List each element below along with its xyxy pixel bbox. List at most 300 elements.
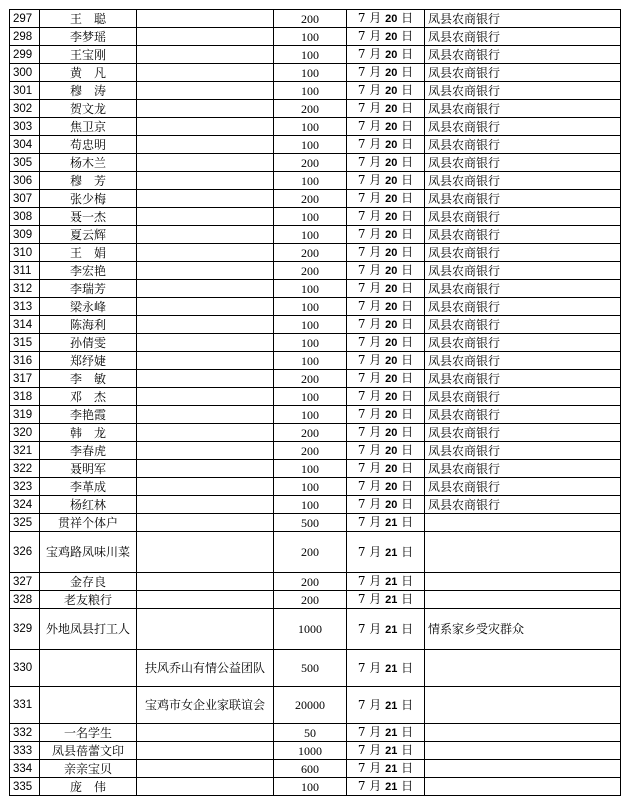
remark-cell: 凤县农商银行 [425, 478, 621, 496]
donor-unit-cell [137, 262, 274, 280]
row-number-cell: 308 [10, 208, 40, 226]
donor-name-cell: 夏云辉 [40, 226, 137, 244]
donor-name-cell: 梁永峰 [40, 298, 137, 316]
date-month: 7 月 [357, 660, 382, 675]
donor-name-cell: 王 聪 [40, 10, 137, 28]
remark-cell: 凤县农商银行 [425, 64, 621, 82]
table-row [10, 262, 621, 280]
amount-cell: 50 [274, 724, 347, 742]
date-suffix: 日 [401, 155, 414, 169]
date-month: 7 月 [357, 119, 382, 133]
date-day: 20 [385, 355, 398, 367]
date-cell [347, 10, 425, 28]
date-suffix: 日 [401, 137, 414, 151]
amount-cell: 500 [274, 514, 347, 532]
row-number-cell: 326 [10, 532, 40, 573]
date-cell [347, 778, 425, 796]
row-number-cell: 311 [10, 262, 40, 280]
date-day: 21 [385, 594, 398, 606]
amount-cell: 200 [274, 100, 347, 118]
table-row [10, 650, 621, 687]
date-day: 20 [385, 409, 398, 421]
amount-cell: 200 [274, 244, 347, 262]
date-cell [347, 573, 425, 591]
donor-unit-cell [137, 591, 274, 609]
donor-name-cell: 焦卫京 [40, 118, 137, 136]
amount-cell: 100 [274, 208, 347, 226]
date-month: 7 月 [357, 761, 382, 775]
date-cell [347, 442, 425, 460]
row-number-cell: 306 [10, 172, 40, 190]
row-number-cell: 303 [10, 118, 40, 136]
row-number-cell: 330 [10, 650, 40, 687]
table-row [10, 226, 621, 244]
donor-unit-cell [137, 280, 274, 298]
table-row [10, 609, 621, 650]
date-suffix: 日 [401, 389, 414, 403]
table-row [10, 778, 621, 796]
remark-cell: 凤县农商银行 [425, 316, 621, 334]
amount-cell: 20000 [274, 687, 347, 724]
date-day: 20 [385, 211, 398, 223]
amount-cell: 100 [274, 172, 347, 190]
amount-cell: 100 [274, 136, 347, 154]
donor-name-cell: 黄 凡 [40, 64, 137, 82]
donor-name-cell: 聂一杰 [40, 208, 137, 226]
date-month: 7 月 [357, 461, 382, 475]
date-cell [347, 226, 425, 244]
date-day: 20 [385, 301, 398, 313]
remark-cell: 凤县农商银行 [425, 496, 621, 514]
table-row [10, 406, 621, 424]
date-month: 7 月 [357, 29, 382, 43]
donor-name-cell: 金存良 [40, 573, 137, 591]
row-number-cell: 317 [10, 370, 40, 388]
donor-unit-cell [137, 532, 274, 573]
date-cell [347, 591, 425, 609]
date-day: 20 [385, 319, 398, 331]
date-month: 7 月 [357, 697, 382, 712]
date-cell [347, 352, 425, 370]
date-month: 7 月 [357, 173, 382, 187]
amount-cell: 100 [274, 352, 347, 370]
remark-cell: 凤县农商银行 [425, 406, 621, 424]
date-cell [347, 424, 425, 442]
date-month: 7 月 [357, 621, 382, 636]
donor-name-cell: 贺文龙 [40, 100, 137, 118]
remark-cell: 凤县农商银行 [425, 172, 621, 190]
date-month: 7 月 [357, 389, 382, 403]
date-day: 21 [385, 623, 398, 636]
date-day: 21 [385, 662, 398, 675]
remark-cell: 凤县农商银行 [425, 352, 621, 370]
date-cell [347, 172, 425, 190]
date-cell [347, 370, 425, 388]
table-row [10, 478, 621, 496]
date-suffix: 日 [401, 47, 414, 61]
donor-name-cell: 李艳霞 [40, 406, 137, 424]
amount-cell: 200 [274, 370, 347, 388]
donor-unit-cell [137, 609, 274, 650]
table-row [10, 687, 621, 724]
date-month: 7 月 [357, 65, 382, 79]
row-number-cell: 307 [10, 190, 40, 208]
date-month: 7 月 [357, 191, 382, 205]
amount-cell: 100 [274, 316, 347, 334]
donation-table-body [10, 10, 621, 796]
date-suffix: 日 [401, 227, 414, 241]
remark-cell [425, 514, 621, 532]
remark-cell [425, 650, 621, 687]
row-number-cell: 298 [10, 28, 40, 46]
date-day: 20 [385, 157, 398, 169]
row-number-cell: 333 [10, 742, 40, 760]
date-suffix: 日 [401, 443, 414, 457]
date-cell [347, 244, 425, 262]
row-number-cell: 324 [10, 496, 40, 514]
date-cell [347, 724, 425, 742]
table-row [10, 46, 621, 64]
date-month: 7 月 [357, 353, 382, 367]
row-number-cell: 325 [10, 514, 40, 532]
date-month: 7 月 [357, 101, 382, 115]
row-number-cell: 322 [10, 460, 40, 478]
table-row [10, 514, 621, 532]
date-month: 7 月 [357, 11, 382, 25]
date-cell [347, 298, 425, 316]
date-month: 7 月 [357, 47, 382, 61]
date-suffix: 日 [401, 263, 414, 277]
donor-unit-cell [137, 154, 274, 172]
date-day: 21 [385, 517, 398, 529]
row-number-cell: 301 [10, 82, 40, 100]
date-suffix: 日 [401, 119, 414, 133]
donor-unit-cell [137, 760, 274, 778]
date-day: 20 [385, 13, 398, 25]
date-cell [347, 742, 425, 760]
donor-unit-cell [137, 370, 274, 388]
date-month: 7 月 [357, 497, 382, 511]
row-number-cell: 327 [10, 573, 40, 591]
row-number-cell: 323 [10, 478, 40, 496]
date-day: 21 [385, 763, 398, 775]
date-day: 20 [385, 391, 398, 403]
amount-cell: 100 [274, 280, 347, 298]
date-suffix: 日 [401, 209, 414, 223]
donor-unit-cell [137, 100, 274, 118]
table-row [10, 316, 621, 334]
donor-unit-cell [137, 424, 274, 442]
table-row [10, 460, 621, 478]
row-number-cell: 310 [10, 244, 40, 262]
date-cell [347, 334, 425, 352]
date-month: 7 月 [357, 281, 382, 295]
date-suffix: 日 [401, 335, 414, 349]
donor-name-cell: 王 娟 [40, 244, 137, 262]
date-cell [347, 100, 425, 118]
date-cell [347, 208, 425, 226]
date-suffix: 日 [401, 11, 414, 25]
donor-name-cell: 庞 伟 [40, 778, 137, 796]
amount-cell: 200 [274, 442, 347, 460]
date-day: 20 [385, 481, 398, 493]
donor-unit-cell [137, 316, 274, 334]
donor-name-cell: 贯祥个体户 [40, 514, 137, 532]
row-number-cell: 319 [10, 406, 40, 424]
date-suffix: 日 [401, 497, 414, 511]
date-suffix: 日 [401, 371, 414, 385]
table-row [10, 424, 621, 442]
table-row [10, 154, 621, 172]
table-row [10, 370, 621, 388]
amount-cell: 100 [274, 82, 347, 100]
row-number-cell: 331 [10, 687, 40, 724]
date-cell [347, 82, 425, 100]
date-suffix: 日 [401, 299, 414, 313]
donor-name-cell: 穆 涛 [40, 82, 137, 100]
amount-cell: 100 [274, 496, 347, 514]
remark-cell [425, 760, 621, 778]
row-number-cell: 334 [10, 760, 40, 778]
donor-name-cell: 老友粮行 [40, 591, 137, 609]
donor-unit-cell [137, 573, 274, 591]
row-number-cell: 335 [10, 778, 40, 796]
date-day: 21 [385, 727, 398, 739]
remark-cell: 凤县农商银行 [425, 154, 621, 172]
date-day: 20 [385, 373, 398, 385]
date-month: 7 月 [357, 263, 382, 277]
table-row [10, 496, 621, 514]
remark-cell: 情系家乡受灾群众 [425, 609, 621, 650]
row-number-cell: 305 [10, 154, 40, 172]
donor-unit-cell [137, 388, 274, 406]
date-day: 21 [385, 745, 398, 757]
remark-cell: 凤县农商银行 [425, 10, 621, 28]
date-month: 7 月 [357, 725, 382, 739]
date-month: 7 月 [357, 227, 382, 241]
amount-cell: 100 [274, 46, 347, 64]
date-day: 20 [385, 85, 398, 97]
date-month: 7 月 [357, 317, 382, 331]
table-row [10, 28, 621, 46]
date-month: 7 月 [357, 137, 382, 151]
row-number-cell: 313 [10, 298, 40, 316]
date-day: 20 [385, 49, 398, 61]
date-month: 7 月 [357, 574, 382, 588]
donor-unit-cell [137, 28, 274, 46]
date-suffix: 日 [401, 592, 414, 606]
donor-name-cell: 李 敏 [40, 370, 137, 388]
table-row [10, 118, 621, 136]
date-day: 20 [385, 175, 398, 187]
remark-cell: 凤县农商银行 [425, 334, 621, 352]
date-cell [347, 136, 425, 154]
row-number-cell: 318 [10, 388, 40, 406]
date-suffix: 日 [401, 29, 414, 43]
amount-cell: 600 [274, 760, 347, 778]
donor-name-cell: 李春虎 [40, 442, 137, 460]
donor-name-cell: 孙倩雯 [40, 334, 137, 352]
amount-cell: 100 [274, 406, 347, 424]
table-row [10, 573, 621, 591]
date-day: 20 [385, 31, 398, 43]
date-cell [347, 262, 425, 280]
date-cell [347, 46, 425, 64]
remark-cell: 凤县农商银行 [425, 226, 621, 244]
date-suffix: 日 [401, 65, 414, 79]
date-cell [347, 388, 425, 406]
remark-cell: 凤县农商银行 [425, 262, 621, 280]
date-suffix: 日 [401, 425, 414, 439]
amount-cell: 100 [274, 478, 347, 496]
table-row [10, 760, 621, 778]
remark-cell: 凤县农商银行 [425, 82, 621, 100]
amount-cell: 100 [274, 460, 347, 478]
date-day: 21 [385, 699, 398, 712]
remark-cell: 凤县农商银行 [425, 46, 621, 64]
date-day: 20 [385, 193, 398, 205]
donor-name-cell: 韩 龙 [40, 424, 137, 442]
date-month: 7 月 [357, 299, 382, 313]
remark-cell [425, 532, 621, 573]
donor-name-cell: 一名学生 [40, 724, 137, 742]
amount-cell: 200 [274, 532, 347, 573]
date-day: 20 [385, 229, 398, 241]
amount-cell: 200 [274, 154, 347, 172]
date-cell [347, 118, 425, 136]
remark-cell: 凤县农商银行 [425, 28, 621, 46]
date-month: 7 月 [357, 83, 382, 97]
row-number-cell: 299 [10, 46, 40, 64]
date-suffix: 日 [401, 173, 414, 187]
table-row [10, 591, 621, 609]
table-row [10, 280, 621, 298]
row-number-cell: 302 [10, 100, 40, 118]
date-cell [347, 316, 425, 334]
donor-name-cell: 邓 杰 [40, 388, 137, 406]
donor-unit-cell [137, 118, 274, 136]
donor-unit-cell [137, 226, 274, 244]
table-row [10, 388, 621, 406]
donor-unit-cell: 扶风乔山有情公益团队 [137, 650, 274, 687]
donor-unit-cell [137, 514, 274, 532]
row-number-cell: 300 [10, 64, 40, 82]
date-suffix: 日 [401, 191, 414, 205]
row-number-cell: 316 [10, 352, 40, 370]
donor-unit-cell [137, 172, 274, 190]
remark-cell [425, 742, 621, 760]
date-month: 7 月 [357, 335, 382, 349]
amount-cell: 500 [274, 650, 347, 687]
date-month: 7 月 [357, 407, 382, 421]
date-suffix: 日 [401, 353, 414, 367]
date-month: 7 月 [357, 544, 382, 559]
table-row [10, 244, 621, 262]
row-number-cell: 312 [10, 280, 40, 298]
date-day: 20 [385, 445, 398, 457]
date-day: 20 [385, 499, 398, 511]
table-row [10, 82, 621, 100]
donor-unit-cell [137, 442, 274, 460]
date-cell [347, 514, 425, 532]
date-cell [347, 460, 425, 478]
table-row [10, 532, 621, 573]
remark-cell: 凤县农商银行 [425, 118, 621, 136]
amount-cell: 1000 [274, 609, 347, 650]
remark-cell: 凤县农商银行 [425, 424, 621, 442]
donor-unit-cell [137, 136, 274, 154]
date-month: 7 月 [357, 425, 382, 439]
remark-cell: 凤县农商银行 [425, 280, 621, 298]
date-suffix: 日 [401, 743, 414, 757]
remark-cell: 凤县农商银行 [425, 208, 621, 226]
remark-cell [425, 724, 621, 742]
donor-name-cell: 杨木兰 [40, 154, 137, 172]
date-suffix: 日 [401, 83, 414, 97]
donor-name-cell: 聂明军 [40, 460, 137, 478]
remark-cell: 凤县农商银行 [425, 100, 621, 118]
donor-name-cell: 李革成 [40, 478, 137, 496]
date-cell [347, 687, 425, 724]
date-day: 20 [385, 283, 398, 295]
row-number-cell: 314 [10, 316, 40, 334]
donor-unit-cell [137, 208, 274, 226]
date-suffix: 日 [401, 317, 414, 331]
row-number-cell: 328 [10, 591, 40, 609]
donor-name-cell: 苟忠明 [40, 136, 137, 154]
amount-cell: 1000 [274, 742, 347, 760]
table-row [10, 100, 621, 118]
amount-cell: 100 [274, 388, 347, 406]
donor-name-cell: 李梦瑶 [40, 28, 137, 46]
table-row [10, 136, 621, 154]
amount-cell: 100 [274, 226, 347, 244]
date-suffix: 日 [401, 725, 414, 739]
date-cell [347, 532, 425, 573]
table-row [10, 442, 621, 460]
date-day: 20 [385, 121, 398, 133]
amount-cell: 100 [274, 778, 347, 796]
date-suffix: 日 [401, 281, 414, 295]
donation-table [9, 9, 621, 796]
remark-cell: 凤县农商银行 [425, 298, 621, 316]
table-row [10, 172, 621, 190]
remark-cell [425, 778, 621, 796]
date-cell [347, 609, 425, 650]
donor-name-cell: 李瑞芳 [40, 280, 137, 298]
donor-unit-cell [137, 778, 274, 796]
donor-unit-cell [137, 460, 274, 478]
remark-cell: 凤县农商银行 [425, 460, 621, 478]
date-day: 20 [385, 139, 398, 151]
remark-cell: 凤县农商银行 [425, 190, 621, 208]
date-cell [347, 496, 425, 514]
date-day: 20 [385, 463, 398, 475]
table-row [10, 334, 621, 352]
date-day: 20 [385, 337, 398, 349]
date-cell [347, 28, 425, 46]
date-month: 7 月 [357, 443, 382, 457]
donor-unit-cell [137, 334, 274, 352]
donor-unit-cell [137, 64, 274, 82]
amount-cell: 200 [274, 591, 347, 609]
row-number-cell: 309 [10, 226, 40, 244]
table-row [10, 352, 621, 370]
date-day: 21 [385, 576, 398, 588]
row-number-cell: 304 [10, 136, 40, 154]
date-month: 7 月 [357, 155, 382, 169]
donor-unit-cell [137, 190, 274, 208]
